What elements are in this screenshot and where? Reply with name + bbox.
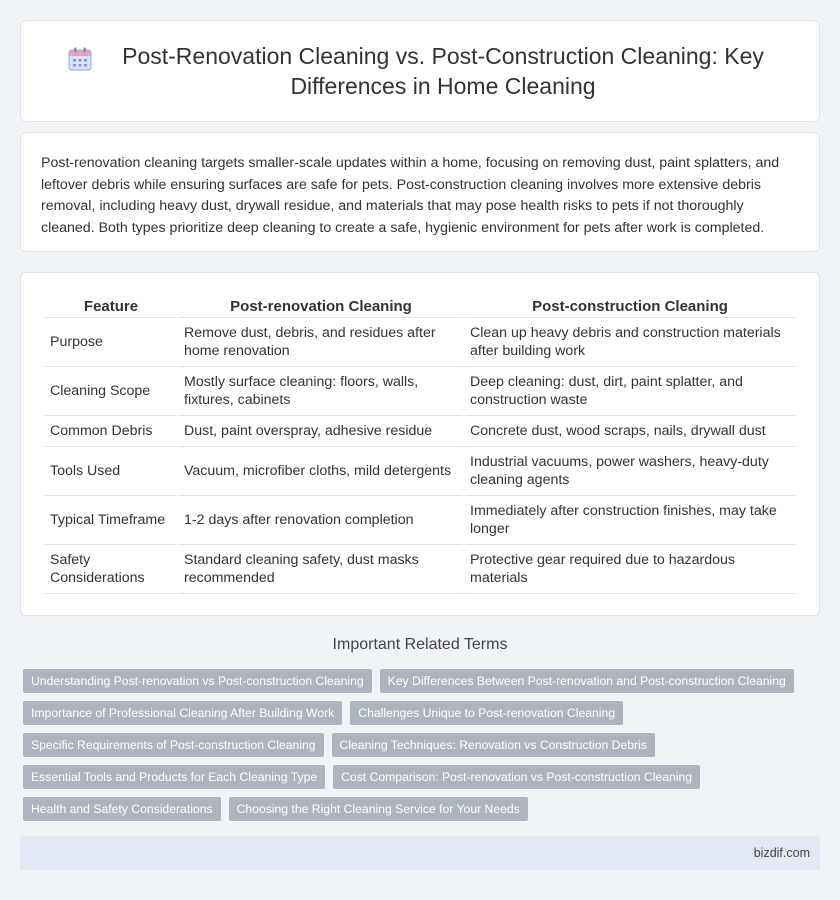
related-term-link[interactable]: Essential Tools and Products for Each Cleaning Type: [23, 765, 325, 789]
related-term-link[interactable]: Understanding Post-renovation vs Post-construction Cleaning: [23, 669, 372, 693]
table-row: [45, 496, 795, 545]
construction-cell: Industrial vacuums, power washers, heavy-duty cleaning agents: [465, 447, 795, 496]
related-term-link[interactable]: Choosing the Right Cleaning Service for Your Needs: [229, 797, 528, 821]
related-term-link[interactable]: Health and Safety Considerations: [23, 797, 221, 821]
intro-text: Post-renovation cleaning targets smaller-scale updates within a home, focusing on removing dust, paint splatters, and leftover debris while ensuring surfaces are safe for pets. Post-construction cleaning involves more extensive debris removal, including heavy dust, drywall residue, and materials that may pose health risks to pets if not thoroughly cleaned. Both types prioritize deep cleaning to create a safe, hygienic environment for pets after work is completed.: [41, 155, 780, 236]
feature-cell: Cleaning Scope: [45, 367, 177, 416]
calendar-icon: [67, 46, 93, 72]
table-row: [45, 545, 795, 594]
related-term-link[interactable]: Challenges Unique to Post-renovation Cleaning: [350, 701, 623, 725]
renovation-cell: 1-2 days after renovation completion: [179, 496, 463, 545]
construction-cell: Concrete dust, wood scraps, nails, drywall dust: [465, 416, 795, 447]
comparison-table: [43, 295, 797, 594]
related-terms-title: Important Related Terms: [332, 636, 508, 653]
table-header-row: [45, 295, 795, 318]
title-card: [20, 20, 820, 122]
related-term-link[interactable]: Cost Comparison: Post-renovation vs Post-construction Cleaning: [333, 765, 700, 789]
construction-cell: Deep cleaning: dust, dirt, paint splatter, and construction waste: [465, 367, 795, 416]
related-term-link[interactable]: Cleaning Techniques: Renovation vs Construction Debris: [332, 733, 655, 757]
renovation-cell: Dust, paint overspray, adhesive residue: [179, 416, 463, 447]
footer: [20, 836, 820, 870]
feature-cell: Tools Used: [45, 447, 177, 496]
intro-card: [20, 132, 820, 252]
construction-cell: Immediately after construction finishes, may take longer: [465, 496, 795, 545]
related-term-link[interactable]: Specific Requirements of Post-construction Cleaning: [23, 733, 324, 757]
page-title: Post-Renovation Cleaning vs. Post-Construction Cleaning: Key Differences in Home Cleaning: [122, 43, 764, 99]
feature-cell: Purpose: [45, 318, 177, 367]
related-term-link[interactable]: Importance of Professional Cleaning After Building Work: [23, 701, 342, 725]
table-row: [45, 367, 795, 416]
related-term-link[interactable]: Key Differences Between Post-renovation and Post-construction Cleaning: [380, 669, 794, 693]
comparison-table-card: [20, 272, 820, 616]
renovation-cell: Mostly surface cleaning: floors, walls, fixtures, cabinets: [179, 367, 463, 416]
construction-cell: Clean up heavy debris and construction materials after building work: [465, 318, 795, 367]
renovation-cell: Remove dust, debris, and residues after home renovation: [179, 318, 463, 367]
header-post-construction: Post-construction Cleaning: [465, 295, 795, 318]
renovation-cell: Standard cleaning safety, dust masks recommended: [179, 545, 463, 594]
feature-cell: Safety Considerations: [45, 545, 177, 594]
site-name[interactable]: bizdif.com: [753, 846, 810, 860]
construction-cell: Protective gear required due to hazardous materials: [465, 545, 795, 594]
header-post-renovation: Post-renovation Cleaning: [179, 295, 463, 318]
feature-cell: Common Debris: [45, 416, 177, 447]
renovation-cell: Vacuum, microfiber cloths, mild detergents: [179, 447, 463, 496]
related-terms-list: [23, 669, 820, 821]
table-row: [45, 447, 795, 496]
table-row: [45, 318, 795, 367]
header-feature: Feature: [45, 295, 177, 318]
feature-cell: Typical Timeframe: [45, 496, 177, 545]
table-row: [45, 416, 795, 447]
